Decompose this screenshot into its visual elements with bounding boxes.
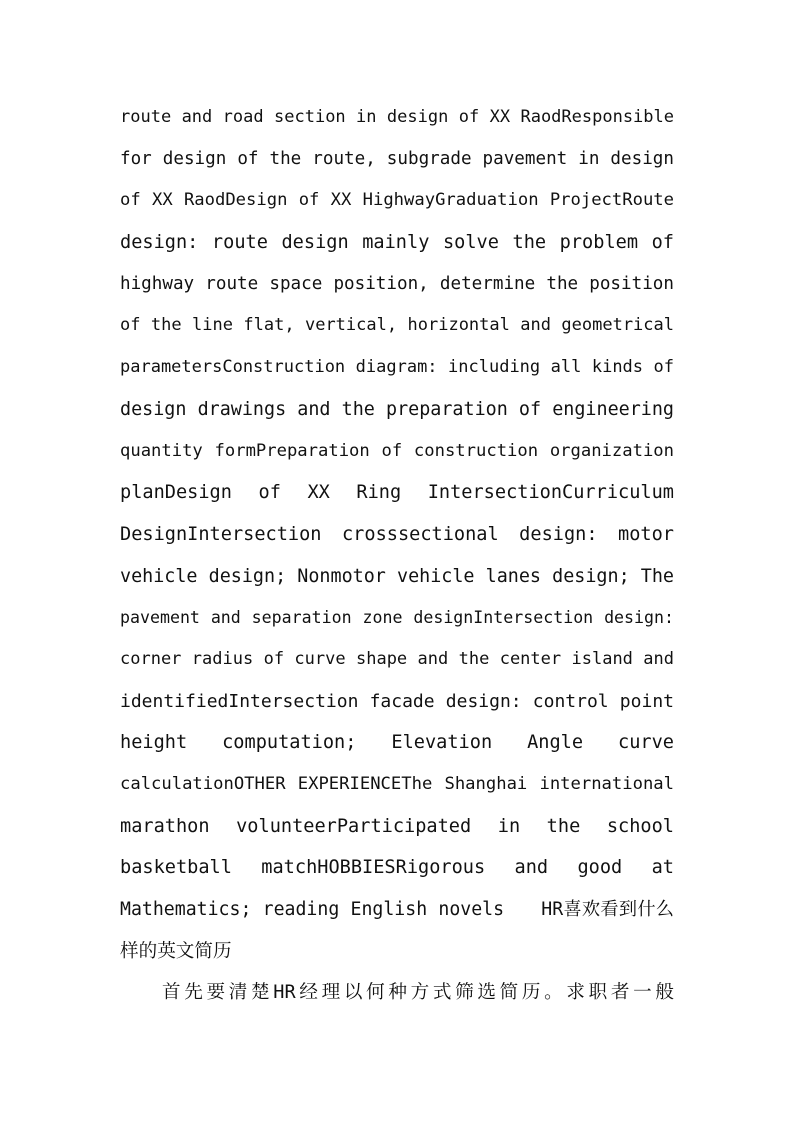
text-line: for design of the route, subgrade pavement in design <box>120 148 674 169</box>
text-line: planDesign of XX Ring IntersectionCurriculum <box>120 482 674 504</box>
text-line: design: route design mainly solve the problem of <box>120 232 674 254</box>
text-line: pavement and separation zone designIntersection design: <box>120 608 674 628</box>
text-line: of the line flat, vertical, horizontal and geometrical <box>120 315 674 336</box>
text-line: height computation; Elevation Angle curve <box>120 732 674 754</box>
text-line: 样的英文简历 <box>120 940 232 962</box>
text-line: calculationOTHER EXPERIENCEThe Shanghai international <box>120 774 674 794</box>
body-text <box>120 97 674 1014</box>
text-line: DesignIntersection crosssectional design: motor <box>120 523 674 545</box>
text-line: Mathematics; reading English novels HR喜欢看到什么 <box>120 899 674 921</box>
text-line: corner radius of curve shape and the center island and <box>120 648 674 669</box>
text-line: identifiedIntersection facade design: control point <box>120 690 674 712</box>
text-line: design drawings and the preparation of engineering <box>120 398 674 420</box>
text-line: vehicle design; Nonmotor vehicle lanes design; The <box>120 565 674 587</box>
text-line: route and road section in design of XX RaodResponsible <box>120 107 674 127</box>
text-line: 首先要清楚HR经理以何种方式筛选简历。求职者一般 <box>162 982 674 1004</box>
text-line: marathon volunteerParticipated in the school <box>120 815 674 837</box>
text-line: of XX RaodDesign of XX HighwayGraduation ProjectRoute <box>120 190 674 211</box>
text-line: highway route space position, determine the position <box>120 273 674 294</box>
text-line: quantity formPreparation of construction organization <box>120 440 674 461</box>
text-line: parametersConstruction diagram: including all kinds of <box>120 357 674 378</box>
text-line: basketball matchHOBBIESRigorous and good at <box>120 857 674 879</box>
